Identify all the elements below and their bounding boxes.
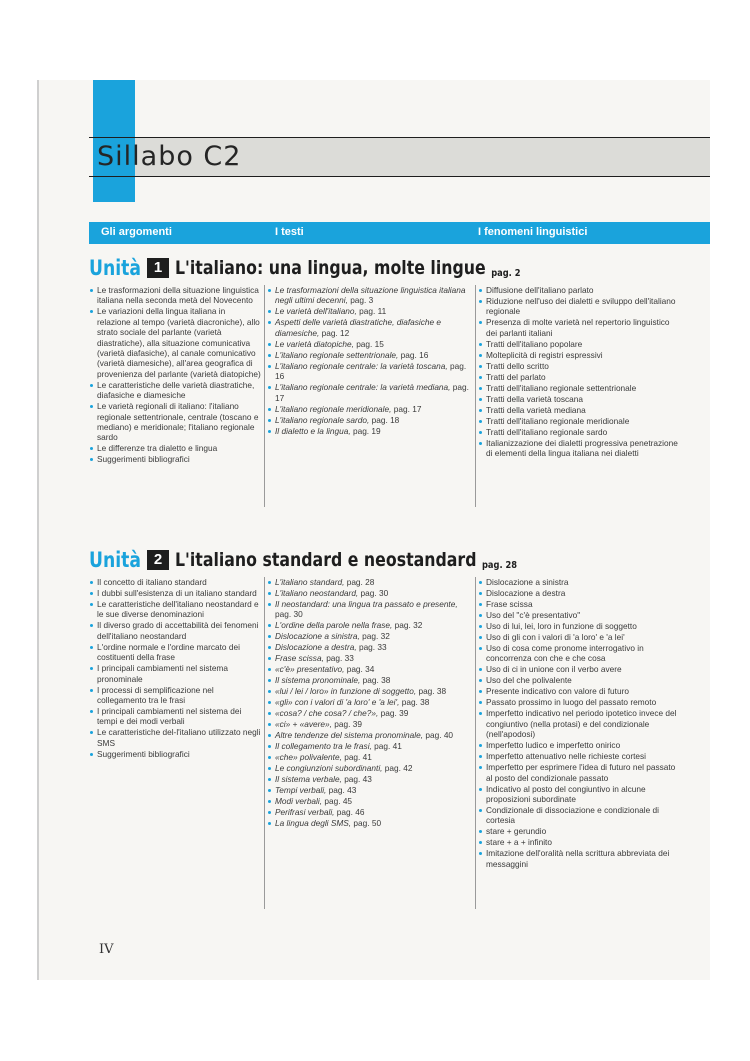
unit-number-badge: 2 xyxy=(147,550,169,570)
testo-page-ref: pag. 32 xyxy=(362,631,390,642)
fenomeno-item: Tratti dell'italiano regionale meridionale xyxy=(478,416,678,426)
testo-page-ref: pag. 38 xyxy=(401,697,430,708)
argomento-item: L'ordine normale e l'ordine marcato dei costituenti della frase xyxy=(89,642,261,663)
argomento-item: Suggerimenti bibliografici xyxy=(89,749,261,759)
testo-page-ref: pag. 17 xyxy=(275,382,469,403)
testo-item xyxy=(267,382,472,403)
fenomeno-item: Imperfetto ludico e imperfetto onirico xyxy=(478,740,678,750)
page-title: Sillabo C2 xyxy=(97,141,242,172)
testo-item xyxy=(267,664,472,674)
testo-page-ref: pag. 15 xyxy=(356,338,384,349)
fenomeno-item: Uso di ci in unione con il verbo avere xyxy=(478,664,678,674)
unit-label: Unità xyxy=(89,548,142,572)
fenomeno-item: stare + a + infinito xyxy=(478,837,678,847)
testo-title: «cosa? / che cosa? / che?», xyxy=(275,708,379,719)
unit-label: Unità xyxy=(89,256,142,280)
fenomeno-item: Tratti dell'italiano regionale sardo xyxy=(478,427,678,437)
testo-title: Altre tendenze del sistema pronominale, xyxy=(275,730,424,741)
testo-page-ref: pag. 33 xyxy=(358,642,387,653)
argomento-item: I principali cambiamenti nel sistema pronominale xyxy=(89,663,261,684)
fenomeno-item: Uso di cosa come pronome interrogativo in concorrenza con che e che cosa xyxy=(478,643,678,664)
fenomeno-item: Diffusione dell'italiano parlato xyxy=(478,285,678,295)
fenomeno-item: Italianizzazione dei dialetti progressiva penetrazione di elementi della lingua italiana nei dialetti xyxy=(478,438,678,459)
column-header-argomenti: Gli argomenti xyxy=(101,226,172,238)
title-rule-bottom xyxy=(89,176,710,177)
unit-2-testi-list xyxy=(267,577,472,829)
column-divider xyxy=(264,577,265,909)
testo-title: Le varietà diatopiche, xyxy=(275,338,354,349)
testo-title: «c'è» presentativo, xyxy=(275,664,345,675)
testo-title: «che» polivalente, xyxy=(275,752,342,763)
testo-page-ref: pag. 39 xyxy=(380,708,409,719)
testo-title: Le congiunzioni subordinanti, xyxy=(275,763,383,774)
testo-item xyxy=(267,404,472,414)
testo-title: L'italiano regionale sardo, xyxy=(275,414,370,425)
testo-title: «gli» con i valori di 'a loro' e 'a lei', xyxy=(275,697,400,708)
testo-title: «lui / lei / loro» in funzione di soggetto, xyxy=(275,686,417,697)
testo-title: L'italiano regionale centrale: la varietà mediana, xyxy=(275,382,451,393)
fenomeno-item: Tratti dell'italiano popolare xyxy=(478,339,678,349)
unit-title: L'italiano standard e neostandard pag. 28 xyxy=(175,549,518,571)
argomento-item: Suggerimenti bibliografici xyxy=(89,454,261,464)
testo-page-ref: pag. 28 xyxy=(346,577,375,587)
testo-title: Aspetti delle varietà diastratiche, diafasiche e diamesiche, xyxy=(275,317,442,338)
fenomeno-item: Imperfetto indicativo nel periodo ipotetico invece del congiuntivo (nella protasi) e del condizionale (nell'apodosi) xyxy=(478,708,678,739)
testo-title: L'italiano regionale settentrionale, xyxy=(275,349,399,360)
testo-item xyxy=(267,577,472,587)
argomento-item: I dubbi sull'esistenza di un italiano standard xyxy=(89,588,261,598)
testo-title: L'italiano regionale centrale: la varietà toscana, xyxy=(275,360,448,371)
fenomeno-item: Condizionale di dissociazione e condizionale di cortesia xyxy=(478,805,678,826)
testo-page-ref: pag. 40 xyxy=(425,730,454,741)
testo-item xyxy=(267,675,472,685)
unit-1-heading xyxy=(89,256,591,282)
testo-title: Tempi verbali, xyxy=(275,785,327,796)
testo-page-ref: pag. 43 xyxy=(344,774,372,785)
testo-item xyxy=(267,642,472,652)
testo-item xyxy=(267,306,472,316)
testo-title: L'ordine della parole nella frase, xyxy=(275,620,393,631)
testo-item xyxy=(267,752,472,762)
testo-item xyxy=(267,285,472,306)
fenomeno-item: stare + gerundio xyxy=(478,826,678,836)
testo-page-ref: pag. 50 xyxy=(353,818,382,829)
argomento-item: Le trasformazioni della situazione linguistica italiana nella seconda metà del Novecento xyxy=(89,285,261,306)
testo-page-ref: pag. 11 xyxy=(359,306,387,317)
testo-item xyxy=(267,741,472,751)
testo-page-ref: pag. 3 xyxy=(350,295,374,306)
testo-page-ref: pag. 30 xyxy=(360,588,389,598)
unit-page-ref: pag. 2 xyxy=(491,268,521,279)
unit-title: L'italiano: una lingua, molte lingue pag. 2 xyxy=(175,257,521,279)
column-divider xyxy=(264,285,265,507)
testo-item xyxy=(267,697,472,707)
unit-1-argomenti-list xyxy=(89,285,261,465)
fenomeno-item: Uso del che polivalente xyxy=(478,675,678,685)
testo-title: «ci» + «avere», xyxy=(275,719,332,730)
testo-title: Le trasformazioni della situazione linguistica italiana negli ultimi decenni, xyxy=(275,285,466,306)
page-spine xyxy=(37,80,39,980)
argomento-item: I principali cambiamenti nel sistema dei tempi e dei modi verbali xyxy=(89,706,261,727)
testo-item xyxy=(267,653,472,663)
testo-title: Il sistema pronominale, xyxy=(275,675,361,686)
fenomeno-item: Uso di gli con i valori di 'a loro' e 'a lei' xyxy=(478,632,678,642)
testo-title: Il dialetto e la lingua, xyxy=(275,425,351,436)
page-number: IV xyxy=(99,942,114,957)
fenomeno-item: Molteplicità di registri espressivi xyxy=(478,350,678,360)
argomento-item: Le varietà regionali di italiano: l'italiano regionale settentrionale, centrale (toscano e mediano) e meridionale; l'italiano regionale sardo xyxy=(89,401,261,443)
testo-page-ref: pag. 42 xyxy=(384,763,413,774)
testo-title: Il collegamento tra le frasi, xyxy=(275,741,372,752)
unit-page-ref: pag. 28 xyxy=(481,560,518,571)
unit-1-fenomeni-list xyxy=(478,285,678,459)
testo-item xyxy=(267,686,472,696)
testo-page-ref: pag. 16 xyxy=(400,349,429,360)
testo-page-ref: pag. 32 xyxy=(394,620,423,631)
fenomeno-item: Indicativo al posto del congiuntivo in alcune proposizioni subordinate xyxy=(478,784,678,805)
testo-page-ref: pag. 33 xyxy=(326,653,354,664)
column-header-fenomeni: I fenomeni linguistici xyxy=(478,226,588,238)
testo-page-ref: pag. 39 xyxy=(334,719,362,730)
testo-item xyxy=(267,796,472,806)
fenomeno-item: Presente indicativo con valore di futuro xyxy=(478,686,678,696)
testo-item xyxy=(267,415,472,425)
testo-page-ref: pag. 41 xyxy=(374,741,402,752)
unit-1-testi-list xyxy=(267,285,472,437)
testo-item xyxy=(267,339,472,349)
testo-item xyxy=(267,708,472,718)
testo-page-ref: pag. 43 xyxy=(328,785,357,796)
fenomeno-item: Imperfetto attenuativo nelle richieste cortesi xyxy=(478,751,678,761)
testo-page-ref: pag. 12 xyxy=(321,327,350,338)
fenomeno-item: Uso di lui, lei, loro in funzione di soggetto xyxy=(478,621,678,631)
testo-page-ref: pag. 17 xyxy=(393,403,422,414)
fenomeno-item: Tratti dello scritto xyxy=(478,361,678,371)
column-header-testi: I testi xyxy=(275,226,304,238)
column-divider xyxy=(475,577,476,909)
testo-page-ref: pag. 38 xyxy=(362,675,391,686)
testo-item xyxy=(267,599,472,620)
testo-item xyxy=(267,588,472,598)
testo-page-ref: pag. 34 xyxy=(346,664,375,675)
argomento-item: Il diverso grado di accettabilità dei fenomeni dell'italiano neostandard xyxy=(89,620,261,641)
testo-item xyxy=(267,317,472,338)
unit-2-argomenti-list xyxy=(89,577,261,760)
testo-title: Modi verbali, xyxy=(275,796,323,807)
testo-item xyxy=(267,620,472,630)
unit-2-fenomeni-list xyxy=(478,577,678,870)
title-rule-top xyxy=(89,137,710,138)
testo-item xyxy=(267,350,472,360)
testo-title: L'italiano standard, xyxy=(275,577,345,587)
testo-title: L'italiano neostandard, xyxy=(275,588,359,598)
testo-title: Perifrasi verbali, xyxy=(275,807,335,818)
testo-title: Dislocazione a destra, xyxy=(275,642,357,653)
column-divider xyxy=(475,285,476,507)
testo-item xyxy=(267,785,472,795)
testo-page-ref: pag. 30 xyxy=(275,609,303,620)
argomento-item: Le caratteristiche dell'italiano neostandard e le sue diverse denominazioni xyxy=(89,599,261,620)
testo-title: Il neostandard: una lingua tra passato e presente, xyxy=(275,599,458,609)
unit-2-heading xyxy=(89,548,587,574)
testo-item xyxy=(267,361,472,382)
testo-page-ref: pag. 41 xyxy=(344,752,372,763)
argomento-item: Le caratteristiche del-l'italiano utilizzato negli SMS xyxy=(89,727,261,748)
fenomeno-item: Tratti della varietà toscana xyxy=(478,394,678,404)
fenomeno-item: Tratti dell'italiano regionale settentrionale xyxy=(478,383,678,393)
testo-item xyxy=(267,807,472,817)
argomento-item: Il concetto di italiano standard xyxy=(89,577,261,587)
document-page xyxy=(37,80,710,980)
fenomeno-item: Dislocazione a sinistra xyxy=(478,577,678,587)
fenomeno-item: Tratti del parlato xyxy=(478,372,678,382)
argomento-item: Le caratteristiche delle varietà diastratiche, diafasiche e diamesiche xyxy=(89,380,261,401)
testo-page-ref: pag. 18 xyxy=(371,414,400,425)
testo-title: Il sistema verbale, xyxy=(275,774,342,785)
testo-item xyxy=(267,774,472,784)
argomento-item: Le differenze tra dialetto e lingua xyxy=(89,443,261,453)
testo-item xyxy=(267,730,472,740)
testo-item xyxy=(267,719,472,729)
fenomeno-item: Uso del "c'è presentativo" xyxy=(478,610,678,620)
fenomeno-item: Imperfetto per esprimere l'idea di futuro nel passato al posto del condizionale passato xyxy=(478,762,678,783)
argomento-item: Le variazioni della lingua italiana in relazione al tempo (varietà diacroniche), allo strato sociale del parlante (varietà diastratiche), alla situazione comunicativa (varietà diafasiche), al canale comunicativo (varietà diamesiche), all'area geografica di provenienza del parlante (varietà diatopiche) xyxy=(89,306,261,379)
testo-page-ref: pag. 45 xyxy=(324,796,353,807)
testo-title: L'italiano regionale meridionale, xyxy=(275,403,392,414)
testo-title: Dislocazione a sinistra, xyxy=(275,631,360,642)
fenomeno-item: Passato prossimo in luogo del passato remoto xyxy=(478,697,678,707)
fenomeno-item: Tratti della varietà mediana xyxy=(478,405,678,415)
testo-item xyxy=(267,631,472,641)
testo-page-ref: pag. 46 xyxy=(336,807,365,818)
fenomeno-item: Dislocazione a destra xyxy=(478,588,678,598)
column-header-bar xyxy=(89,222,710,244)
unit-number-badge: 1 xyxy=(147,258,169,278)
testo-page-ref: pag. 19 xyxy=(352,425,381,436)
testo-title: La lingua degli SMS, xyxy=(275,818,352,829)
testo-page-ref: pag. 16 xyxy=(275,360,467,382)
fenomeno-item: Frase scissa xyxy=(478,599,678,609)
testo-item xyxy=(267,426,472,436)
fenomeno-item: Presenza di molte varietà nel repertorio linguistico dei parlanti italiani xyxy=(478,317,678,338)
testo-title: Le varietà dell'italiano, xyxy=(275,306,357,317)
testo-item xyxy=(267,818,472,828)
argomento-item: I processi di semplificazione nel collegamento tra le frasi xyxy=(89,685,261,706)
testo-title: Frase scissa, xyxy=(275,653,324,664)
fenomeno-item: Imitazione dell'oralità nella scrittura abbreviata dei messaggini xyxy=(478,848,678,869)
testo-item xyxy=(267,763,472,773)
fenomeno-item: Riduzione nell'uso dei dialetti e sviluppo dell'italiano regionale xyxy=(478,296,678,317)
testo-page-ref: pag. 38 xyxy=(418,686,447,697)
